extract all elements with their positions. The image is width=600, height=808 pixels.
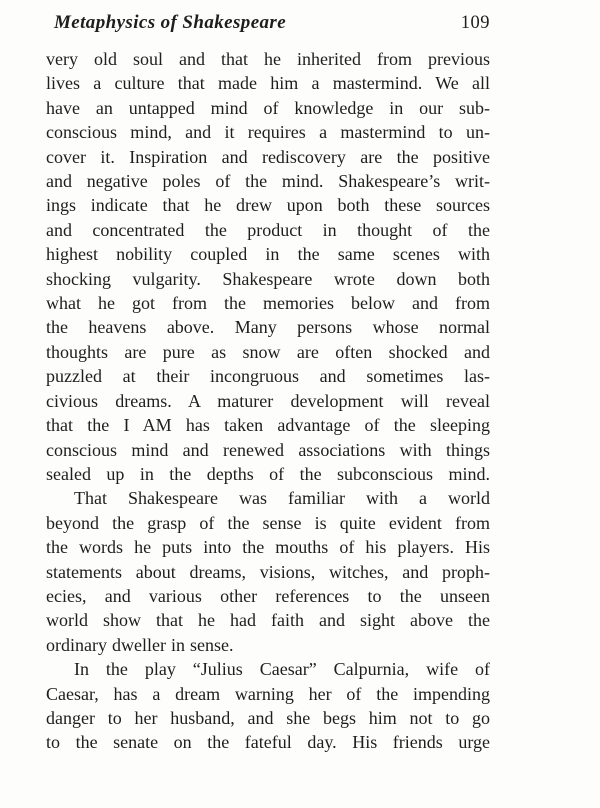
text-line: statements about dreams, visions, witches, and proph- [46, 561, 490, 582]
text-line: danger to her husband, and she begs him not to go [46, 707, 490, 728]
text-line: and concentrated the product in thought of the [46, 219, 490, 240]
text-line: conscious mind and renewed associations with things [46, 439, 490, 460]
running-head [54, 12, 490, 34]
text-line: beyond the grasp of the sense is quite evident from [46, 512, 490, 533]
text-line: ecies, and various other references to the unseen [46, 585, 490, 606]
body-text [46, 47, 490, 755]
page-number: 109 [460, 13, 490, 33]
text-line: lives a culture that made him a mastermind. We all [46, 73, 490, 94]
text-line: what he got from the memories below and from [46, 293, 490, 314]
text-line: have an untapped mind of knowledge in our sub- [46, 97, 490, 118]
text-line: to the senate on the fateful day. His friends urge [46, 732, 490, 753]
text-line: ings indicate that he drew upon both these sources [46, 195, 490, 216]
text-line paragraph-start: In the play “Julius Caesar” Calpurnia, wife of [74, 659, 490, 680]
text-line paragraph-start: That Shakespeare was familiar with a world [74, 488, 490, 509]
text-line: thoughts are pure as snow are often shocked and [46, 341, 490, 362]
text-line: sealed up in the depths of the subconscious mind. [46, 463, 490, 484]
text-line: Caesar, has a dream warning her of the impending [46, 683, 490, 704]
text-line: that the I AM has taken advantage of the sleeping [46, 415, 490, 436]
text-line paragraph-end: ordinary dweller in sense. [46, 634, 234, 655]
text-line: civious dreams. A maturer development will reveal [46, 390, 490, 411]
text-line: puzzled at their incongruous and sometimes las- [46, 366, 490, 387]
text-line: and negative poles of the mind. Shakespeare’s writ- [46, 171, 490, 192]
text-line: highest nobility coupled in the same scenes with [46, 244, 490, 265]
text-line: the words he puts into the mouths of his players. His [46, 537, 490, 558]
text-line: world show that he had faith and sight above the [46, 610, 490, 631]
text-line: very old soul and that he inherited from previous [46, 49, 490, 69]
text-line: shocking vulgarity. Shakespeare wrote down both [46, 268, 490, 289]
text-line: the heavens above. Many persons whose normal [46, 317, 490, 338]
text-line: cover it. Inspiration and rediscovery are the positive [46, 146, 490, 167]
text-line: conscious mind, and it requires a mastermind to un- [46, 122, 490, 143]
running-head-title: Metaphysics of Shakespeare [54, 12, 287, 33]
